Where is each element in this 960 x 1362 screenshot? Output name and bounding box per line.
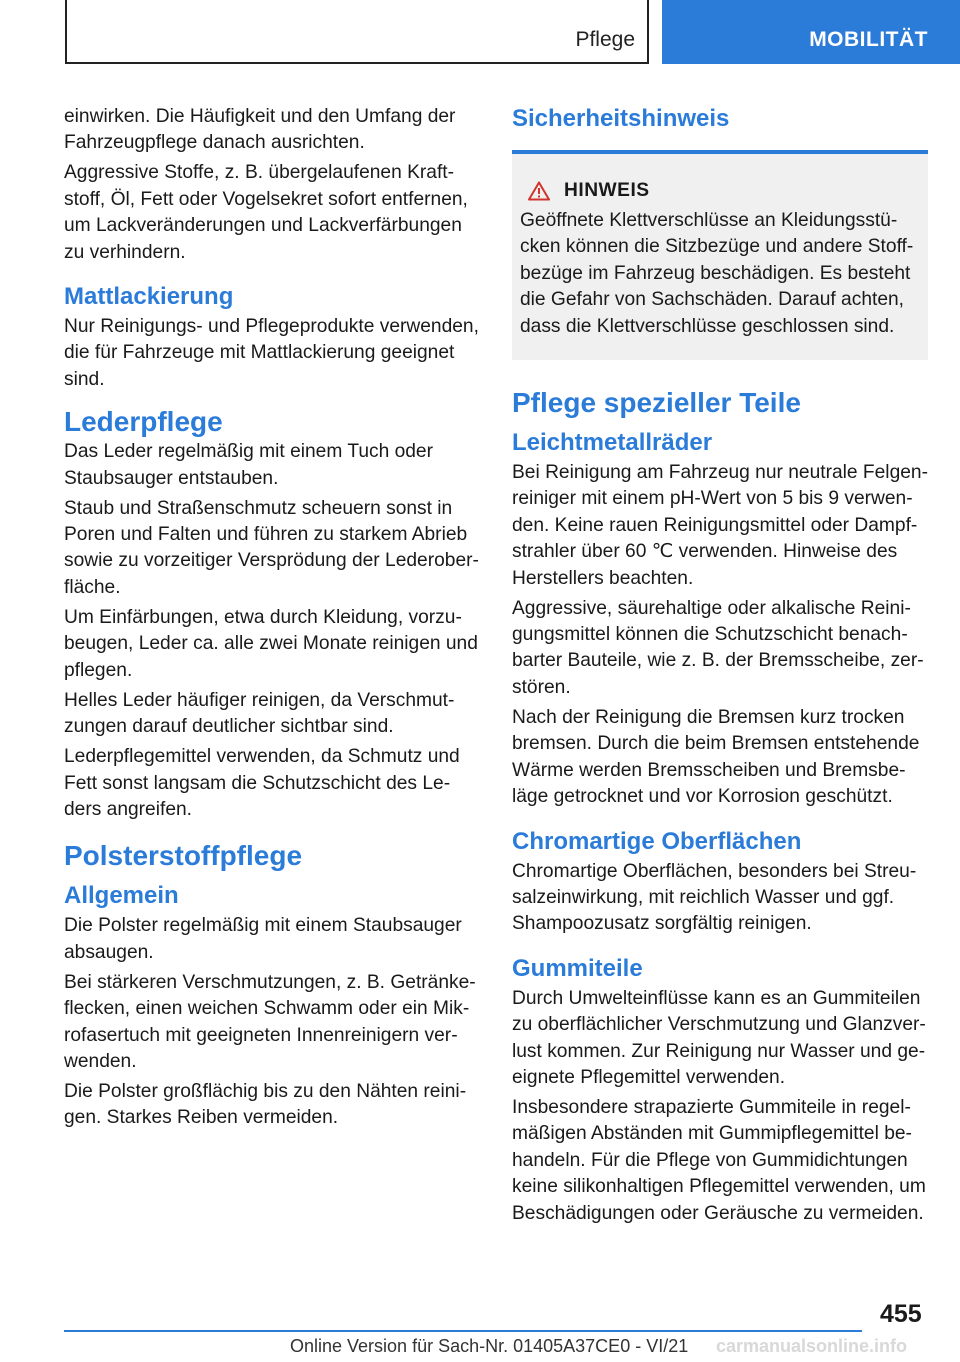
page-number: 455 (880, 1300, 922, 1328)
paragraph: Insbesondere strapazierte Gummiteile in regelmäßigen Abständen mit Gummipflegemittel behandeln. Für die Pflege von Gummidichtungen keine silikonhaltigen Pflegemittel verwenden, um Beschädigungen oder Geräusche zu vermeiden. (512, 1096, 926, 1224)
paragraph: Die Polster großflächig bis zu den Nähten reinigen. Starkes Reiben vermeiden. (64, 1080, 467, 1129)
chapter-tab-label: MOBILITÄT (809, 28, 928, 51)
notice-header (528, 180, 918, 202)
paragraph: Nach der Reinigung die Bremsen kurz trocken bremsen. Durch die beim Bremsen entstehende Wärme werden Bremsscheiben und Bremsbeläge getrocknet und vor Korrosion geschützt. (512, 706, 920, 808)
heading-lederpflege: Lederpflege (64, 406, 223, 438)
paragraph: Bei stärkeren Verschmutzungen, z. B. Getränkeflecken, einen weichen Schwamm oder ein Mikrofasertuch mit geeigneten Innenreinigern verwenden. (64, 971, 476, 1072)
footer-divider (64, 1330, 862, 1332)
notice-title: HINWEIS (564, 180, 650, 201)
header-section-box (65, 0, 649, 64)
notice-text: Geöffnete Klettverschlüsse an Kleidungsstücken können die Sitzbezüge und andere Stoffbezüge im Fahrzeug beschädigen. Es besteht die Gefahr von Sachschäden. Darauf achten, dass die Klettverschlüsse geschlossen sind. (520, 210, 914, 337)
paragraph: Um Einfärbungen, etwa durch Kleidung, vorzubeugen, Leder ca. alle zwei Monate reinigen und pflegen. (64, 606, 478, 681)
heading-chromartige-oberflaechen: Chromartige Oberflächen (512, 827, 802, 855)
paragraph: Lederpflegemittel verwenden, da Schmutz und Fett sonst langsam die Schutzschicht des Leders angreifen. (64, 746, 460, 820)
paragraph: einwirken. Die Häufigkeit und den Umfang der Fahrzeugpflege danach ausrichten. (64, 106, 456, 154)
heading-gummiteile: Gummiteile (512, 954, 643, 982)
paragraph: Bei Reinigung am Fahrzeug nur neutrale Felgenreiniger mit einem pH-Wert von 5 bis 9 verwenden. Keine rauen Reinigungsmittel oder Dampfstrahler über 60 ℃ verwenden. Hinweise des Herstellers beachten. (512, 462, 928, 589)
paragraph: Helles Leder häufiger reinigen, da Verschmutzungen darauf deutlicher sichtbar sind. (64, 689, 455, 738)
paragraph: Nur Reinigungs- und Pflegeprodukte verwenden, die für Fahrzeuge mit Mattlackierung geeignet sind. (64, 316, 479, 390)
warning-triangle-icon (528, 181, 550, 201)
section-title: Pflege (575, 28, 635, 51)
heading-leichtmetallraeder: Leichtmetallräder (512, 429, 713, 457)
paragraph: Aggressive Stoffe, z. B. übergelaufenen Kraftstoff, Öl, Fett oder Vogelsekret sofort entfernen, um Lackveränderungen und Lackverfärbungen zu verhindern. (64, 162, 468, 263)
left-column (64, 104, 480, 1135)
heading-pflege-spezieller-teile: Pflege spezieller Teile (512, 387, 801, 419)
heading-polsterstoffpflege: Polsterstoffpflege (64, 840, 303, 872)
paragraph: Staub und Straßenschmutz scheuern sonst in Poren und Falten und führen zu starkem Abrieb sowie zu vorzeitiger Versprödung der Lederoberfläche. (64, 497, 479, 598)
paragraph: Das Leder regelmäßig mit einem Tuch oder Staubsauger entstauben. (64, 441, 433, 489)
heading-mattlackierung: Mattlackierung (64, 283, 234, 311)
notice-box (512, 150, 928, 360)
heading-sicherheitshinweis: Sicherheitshinweis (512, 105, 730, 132)
paragraph: Aggressive, säurehaltige oder alkalische Reinigungsmittel können die Schutzschicht benachbarter Bauteile, wie z. B. der Bremsscheibe, zerstören. (512, 597, 924, 698)
paragraph: Die Polster regelmäßig mit einem Staubsauger absaugen. (64, 915, 462, 963)
paragraph: Durch Umwelteinflüsse kann es an Gummiteilen zu oberflächlicher Verschmutzung und Glanzverlust kommen. Zur Reinigung nur Wasser und geeignete Pflegemittel verwenden. (512, 987, 926, 1088)
chapter-tab[interactable] (662, 0, 960, 64)
watermark: carmanualsonline.info (716, 1336, 908, 1356)
paragraph: Chromartige Oberflächen, besonders bei Streusalzeinwirkung, mit reichlich Wasser und ggf. Shampoozusatz sorgfältig reinigen. (512, 860, 917, 935)
right-column (512, 104, 928, 1231)
heading-allgemein: Allgemein (64, 882, 179, 910)
online-version-text: Online Version für Sach-Nr. 01405A37CE0 - VI/21 (290, 1336, 689, 1356)
